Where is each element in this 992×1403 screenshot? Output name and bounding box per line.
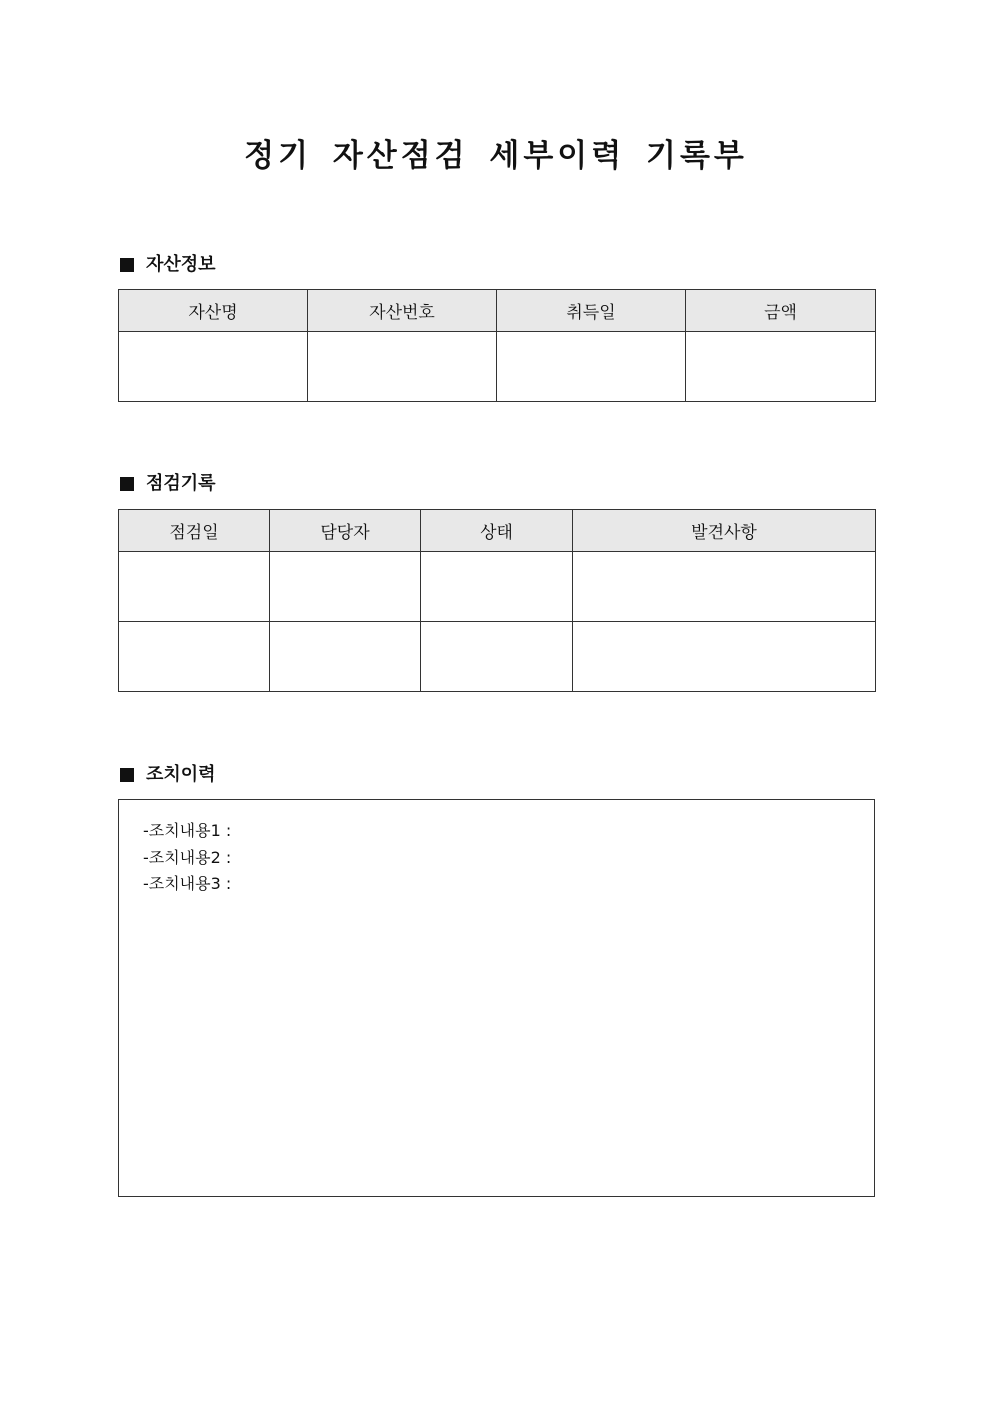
- column-header-inspection-date: 점검일: [119, 510, 270, 552]
- asset-info-table: [118, 289, 876, 402]
- column-header-findings: 발견사항: [573, 510, 876, 552]
- cell-inspector[interactable]: [270, 622, 421, 692]
- action-lines: [143, 818, 231, 898]
- section-heading-label: 점검기록: [146, 473, 216, 494]
- cell-inspection-date[interactable]: [119, 552, 270, 622]
- section-heading-asset-info: [118, 253, 216, 277]
- action-line-3: -조치내용3 :: [143, 874, 232, 893]
- section-heading-label: 조치이력: [146, 764, 216, 785]
- table-header-row: [119, 510, 876, 552]
- column-header-amount: 금액: [686, 290, 876, 332]
- column-header-asset-number: 자산번호: [308, 290, 497, 332]
- column-header-inspector: 담당자: [270, 510, 421, 552]
- black-square-icon: [120, 768, 134, 782]
- table-row: [119, 622, 876, 692]
- cell-inspection-date[interactable]: [119, 622, 270, 692]
- cell-asset-name[interactable]: [119, 332, 308, 402]
- column-header-status: 상태: [421, 510, 573, 552]
- section-heading-actions: [118, 763, 216, 787]
- inspection-table: [118, 509, 876, 692]
- column-header-acquisition-date: 취득일: [497, 290, 686, 332]
- cell-findings[interactable]: [573, 552, 876, 622]
- cell-inspector[interactable]: [270, 552, 421, 622]
- table-header-row: [119, 290, 876, 332]
- column-header-asset-name: 자산명: [119, 290, 308, 332]
- action-line-1: -조치내용1 :: [143, 821, 232, 840]
- action-line-2: -조치내용2 :: [143, 847, 232, 867]
- page-title: 정기 자산점검 세부이력 기록부: [244, 138, 748, 174]
- cell-findings[interactable]: [573, 622, 876, 692]
- cell-status[interactable]: [421, 552, 573, 622]
- action-history-box[interactable]: [118, 799, 875, 1197]
- cell-asset-number[interactable]: [308, 332, 497, 402]
- section-heading-inspection: [118, 472, 216, 496]
- cell-acquisition-date[interactable]: [497, 332, 686, 402]
- table-row: [119, 552, 876, 622]
- section-heading-label: 자산정보: [146, 254, 216, 275]
- cell-status[interactable]: [421, 622, 573, 692]
- cell-amount[interactable]: [686, 332, 876, 402]
- black-square-icon: [120, 258, 134, 272]
- black-square-icon: [120, 477, 134, 491]
- table-row: [119, 332, 876, 402]
